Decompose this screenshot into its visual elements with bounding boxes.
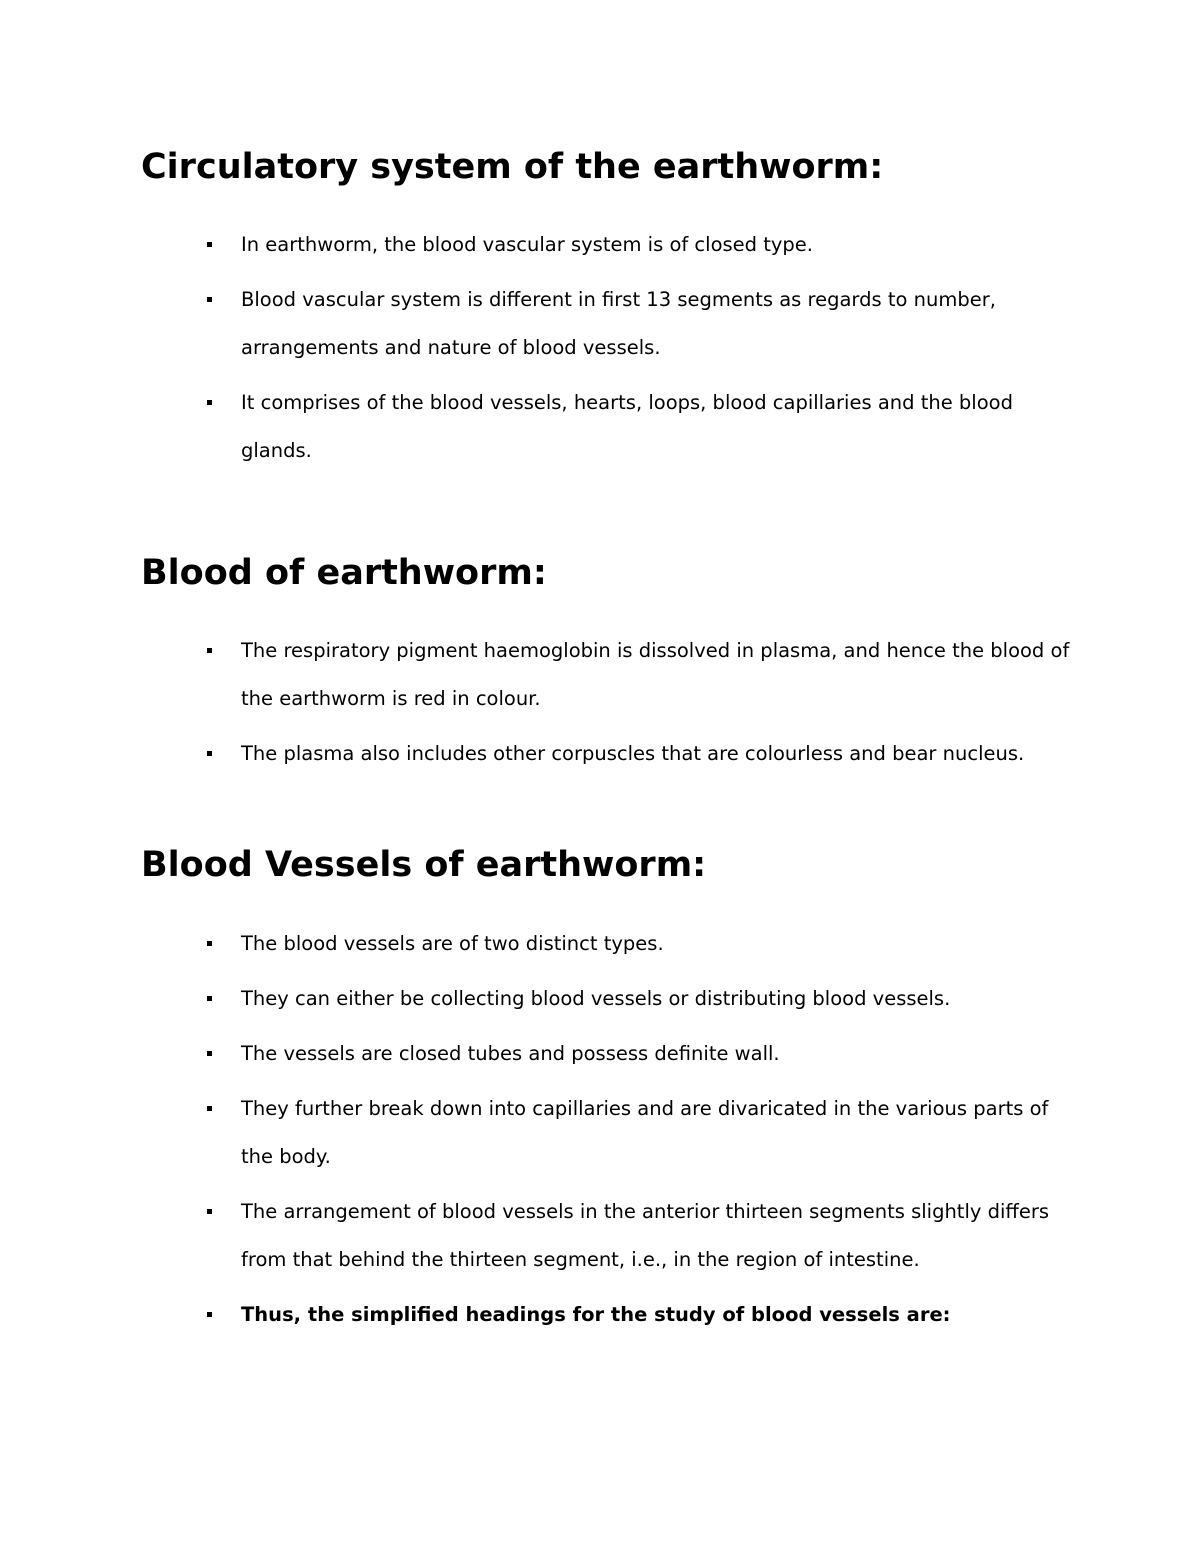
list-item-text: Blood vascular system is different in first 13 segments as regards to number, arrangements and nature of blood vessels.	[241, 288, 996, 359]
list-item	[241, 975, 1071, 1023]
list-item	[241, 730, 1071, 778]
list-item-text: They can either be collecting blood vessels or distributing blood vessels.	[241, 987, 951, 1010]
list-item	[241, 1188, 1071, 1284]
list-item	[241, 379, 1071, 475]
list-item	[241, 276, 1071, 372]
heading-circulatory-system: Circulatory system of the earthworm:	[141, 147, 884, 187]
list-item	[241, 920, 1071, 968]
list-item-text: The arrangement of blood vessels in the anterior thirteen segments slightly differs from that behind the thirteen segment, i.e., in the region of intestine.	[241, 1200, 1050, 1271]
list-item-text: It comprises of the blood vessels, hearts, loops, blood capillaries and the blood glands.	[241, 391, 1013, 462]
list-item	[241, 221, 1071, 269]
heading-blood-vessels: Blood Vessels of earthworm:	[141, 845, 707, 885]
list-item-text: The respiratory pigment haemoglobin is dissolved in plasma, and hence the blood of the earthworm is red in colour.	[241, 639, 1070, 710]
list-item-text: Thus, the simplified headings for the study of blood vessels are:	[241, 1303, 951, 1326]
list-item-text: They further break down into capillaries and are divaricated in the various parts of the body.	[241, 1097, 1049, 1168]
list-item-text: The blood vessels are of two distinct types.	[241, 932, 664, 955]
heading-blood: Blood of earthworm:	[141, 553, 547, 593]
list-item	[241, 1291, 1071, 1339]
list-item-text: The vessels are closed tubes and possess definite wall.	[241, 1042, 780, 1065]
list-item	[241, 627, 1071, 723]
list-item	[241, 1030, 1071, 1078]
list-item-text: In earthworm, the blood vascular system is of closed type.	[241, 233, 813, 256]
list-item	[241, 1085, 1071, 1181]
list-item-text: The plasma also includes other corpuscles that are colourless and bear nucleus.	[241, 742, 1025, 765]
